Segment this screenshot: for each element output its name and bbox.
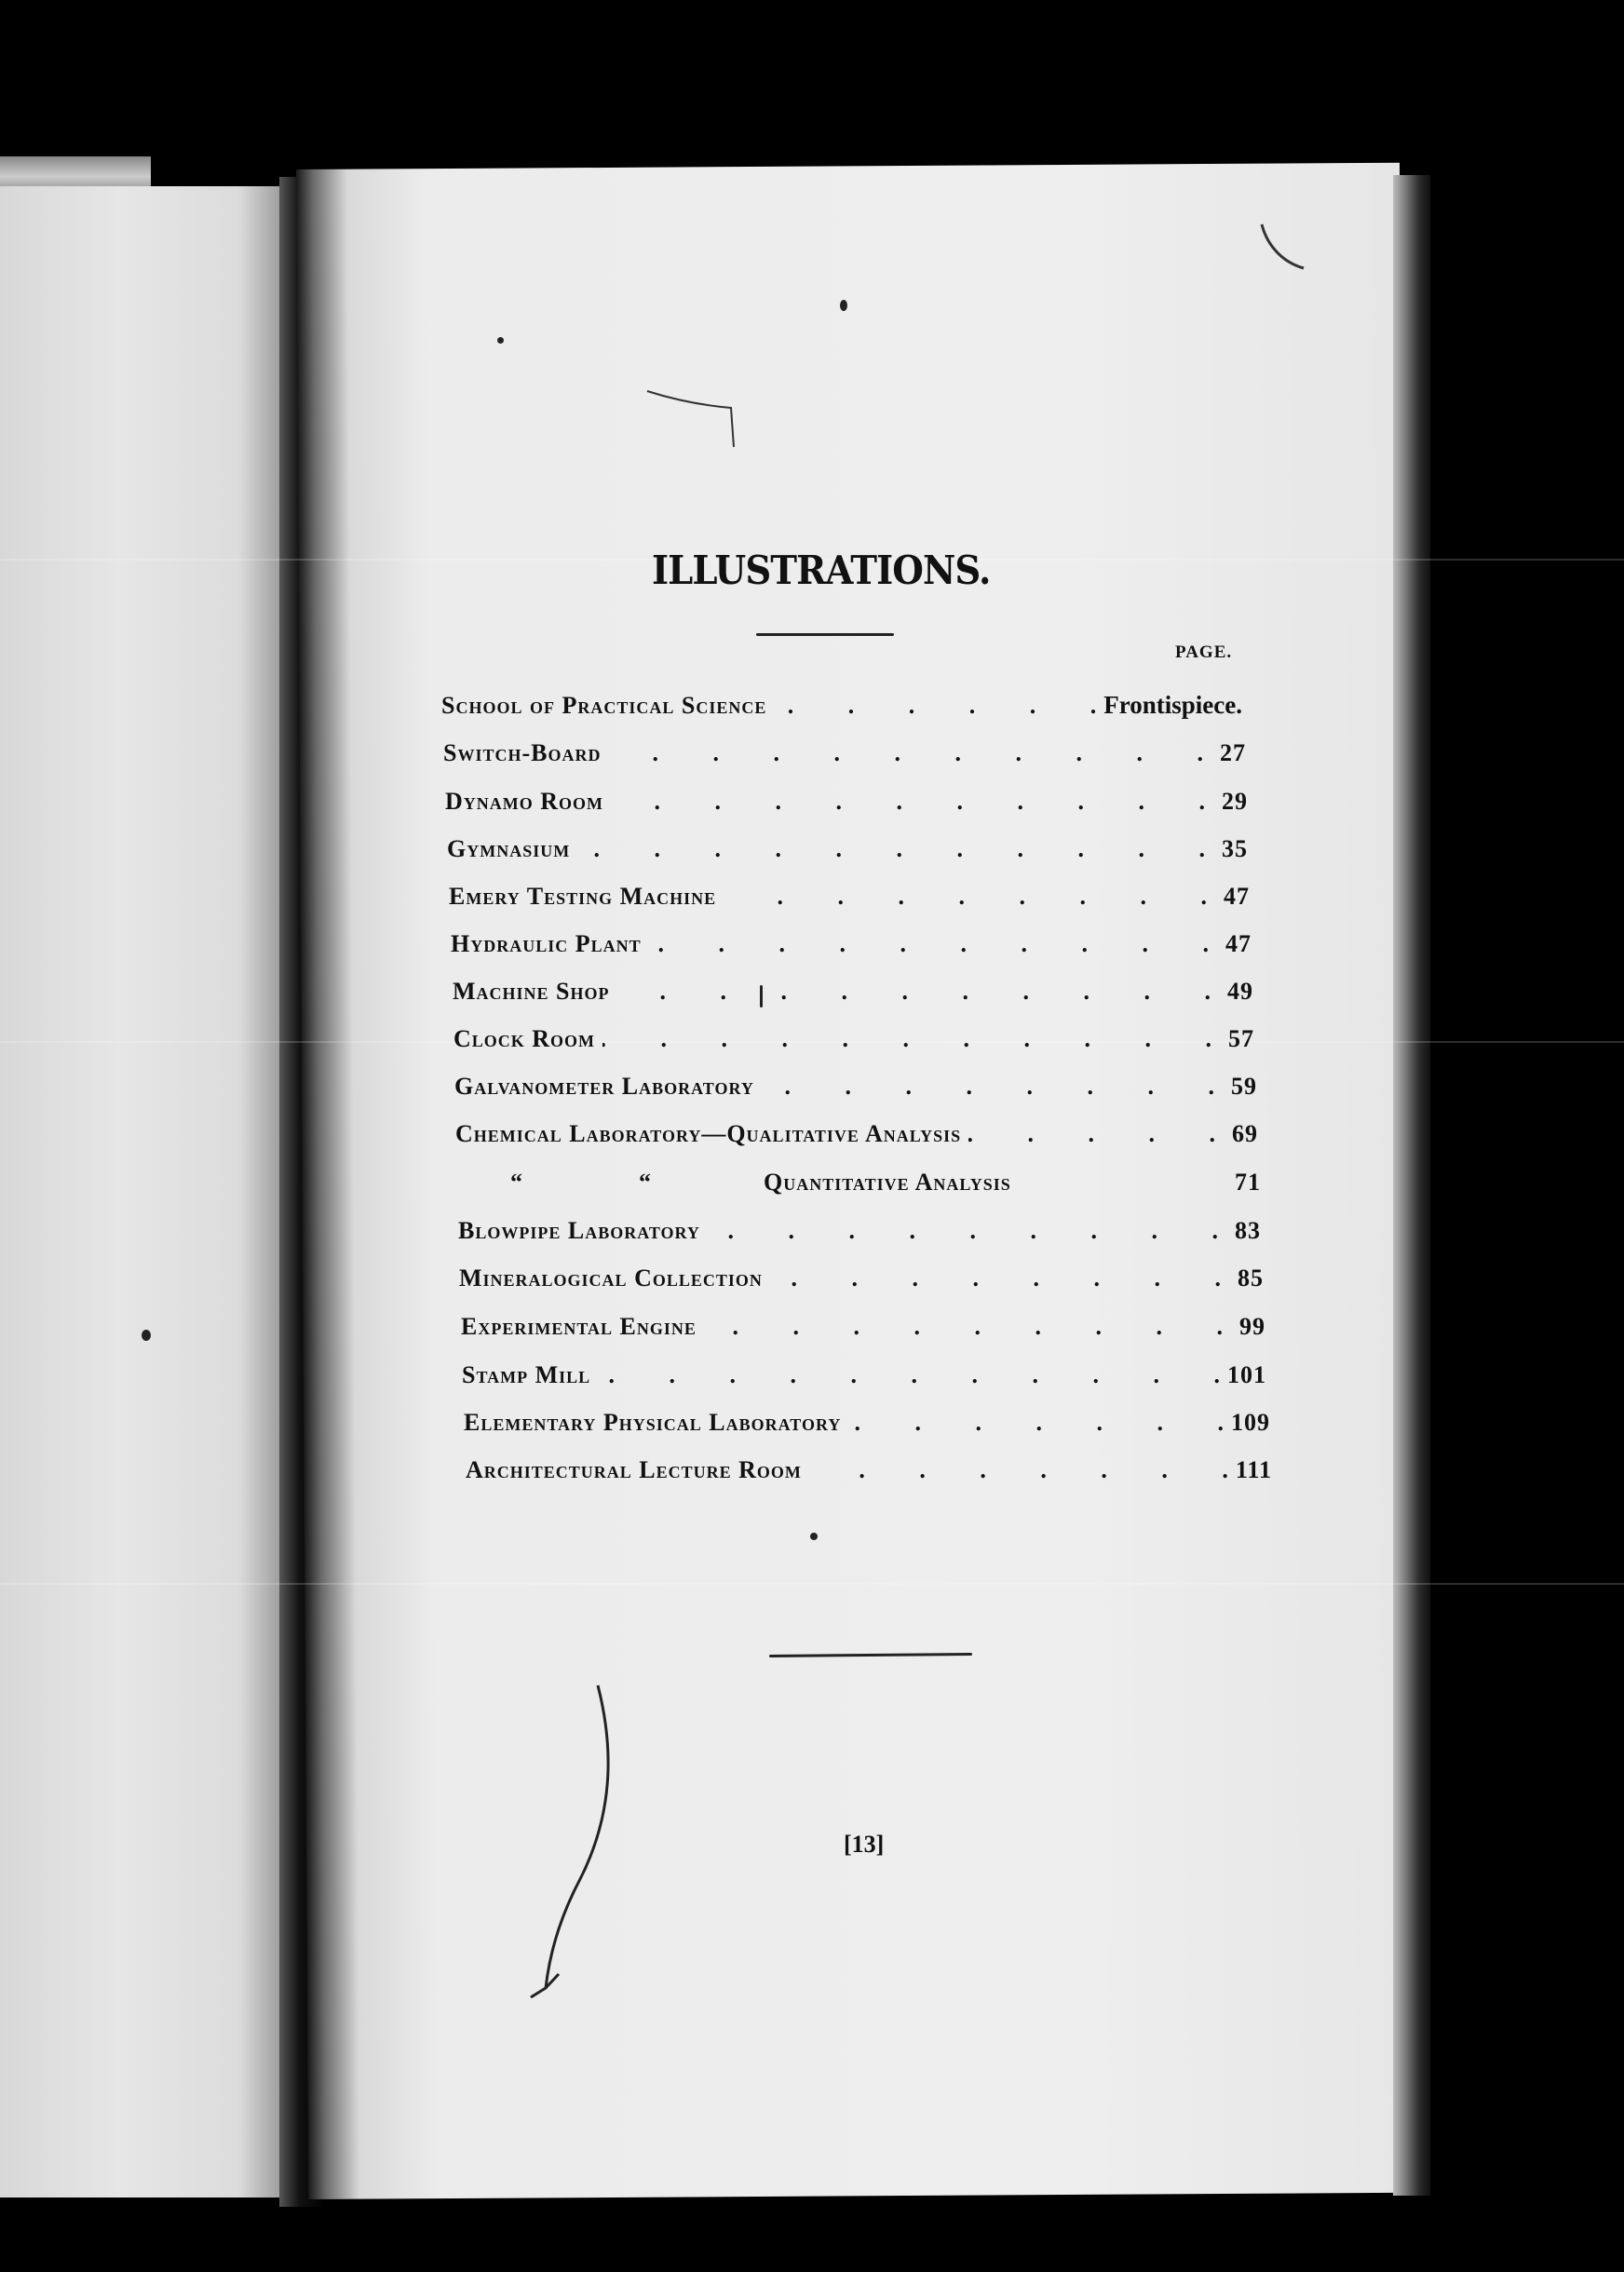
leader-dots (577, 835, 1205, 863)
page-title: ILLUSTRATIONS. (652, 548, 991, 593)
leader-dots (608, 739, 1203, 767)
list-item (459, 1264, 1264, 1292)
entry-label: Architectural Lecture Room (466, 1456, 802, 1483)
entry-page: 49 (1227, 978, 1253, 1005)
speck (840, 300, 847, 311)
closing-rule (769, 1653, 972, 1657)
leader-dots (770, 1264, 1221, 1292)
stray-hair-mark (503, 1676, 633, 2011)
entry-page: 101 (1227, 1361, 1266, 1388)
leader-dots (708, 1217, 1218, 1245)
list-item (453, 978, 1253, 1006)
speck (142, 1330, 151, 1341)
leader-dots (762, 1073, 1214, 1101)
title-rule (756, 633, 894, 636)
page-column-label: PAGE. (1175, 642, 1233, 662)
list-item (458, 1217, 1261, 1245)
list-item (455, 1120, 1258, 1148)
leader-dots (724, 883, 1207, 911)
stray-hair-mark (643, 382, 745, 456)
entry-label: Dynamo Room (445, 788, 604, 815)
entry-label: Quantitative Analysis (764, 1169, 1011, 1196)
entry-page: 83 (1235, 1217, 1261, 1244)
entry-page: 85 (1238, 1264, 1264, 1292)
list-item (461, 1313, 1265, 1341)
list-item (454, 1073, 1257, 1101)
leader-dots (649, 930, 1209, 958)
list-item (451, 930, 1252, 958)
entry-label: Emery Testing Machine (449, 883, 717, 910)
list-item (449, 883, 1250, 911)
entry-page: 59 (1231, 1073, 1257, 1100)
list-item (462, 1361, 1266, 1389)
entry-page: 69 (1232, 1120, 1258, 1147)
page-number: [13] (844, 1831, 885, 1858)
entry-page: 109 (1231, 1409, 1270, 1436)
entry-page: 71 (1235, 1169, 1261, 1196)
leader-dots (598, 1361, 1220, 1389)
entry-page: Frontispiece. (1103, 691, 1242, 719)
entry-label: Switch-Board (443, 739, 602, 766)
list-item (443, 739, 1246, 767)
entry-label: Galvanometer Laboratory (454, 1073, 754, 1100)
leader-dots (809, 1456, 1228, 1484)
list-item (466, 1456, 1272, 1484)
entry-page: 47 (1224, 883, 1250, 910)
ditto-mark: “ (639, 1169, 652, 1196)
entry-label: Machine Shop (453, 978, 610, 1005)
entry-label: Experimental Engine (461, 1313, 697, 1340)
leader-dots (848, 1409, 1224, 1437)
speck (760, 985, 763, 1008)
entry-label: Gymnasium (447, 835, 571, 862)
entry-label: Mineralogical Collection (459, 1264, 763, 1292)
list-item (445, 788, 1248, 816)
leader-dots (968, 1120, 1215, 1148)
entry-label: Stamp Mill (462, 1361, 591, 1388)
list-item (447, 835, 1248, 863)
leader-dots (774, 692, 1096, 720)
list-item (453, 1025, 1254, 1053)
entry-page: 29 (1222, 788, 1248, 815)
entry-label: Clock Room (453, 1025, 596, 1052)
stray-hair-mark (1257, 220, 1313, 276)
leader-dots (602, 1025, 1211, 1053)
entry-label: School of Practical Science (441, 692, 767, 719)
entry-page: 35 (1222, 835, 1248, 862)
entry-page: 99 (1239, 1313, 1265, 1340)
entry-label: Chemical Laboratory—Qualitative Analysis (455, 1120, 962, 1147)
entry-page: 57 (1228, 1025, 1254, 1052)
ditto-mark: “ (510, 1169, 523, 1196)
entry-label: Hydraulic Plant (451, 930, 642, 957)
entry-label: Elementary Physical Laboratory (464, 1409, 842, 1436)
entry-label: Blowpipe Laboratory (458, 1217, 700, 1244)
list-item (510, 1169, 1261, 1197)
list-item (441, 691, 1242, 720)
entry-page: 111 (1235, 1456, 1272, 1483)
list-item (464, 1409, 1270, 1437)
speck (810, 1533, 818, 1540)
leader-dots (611, 788, 1205, 816)
entry-page: 47 (1225, 930, 1252, 957)
leader-dots (617, 978, 1211, 1006)
speck (497, 337, 504, 344)
entry-page: 27 (1220, 739, 1246, 766)
leader-dots (704, 1313, 1223, 1341)
